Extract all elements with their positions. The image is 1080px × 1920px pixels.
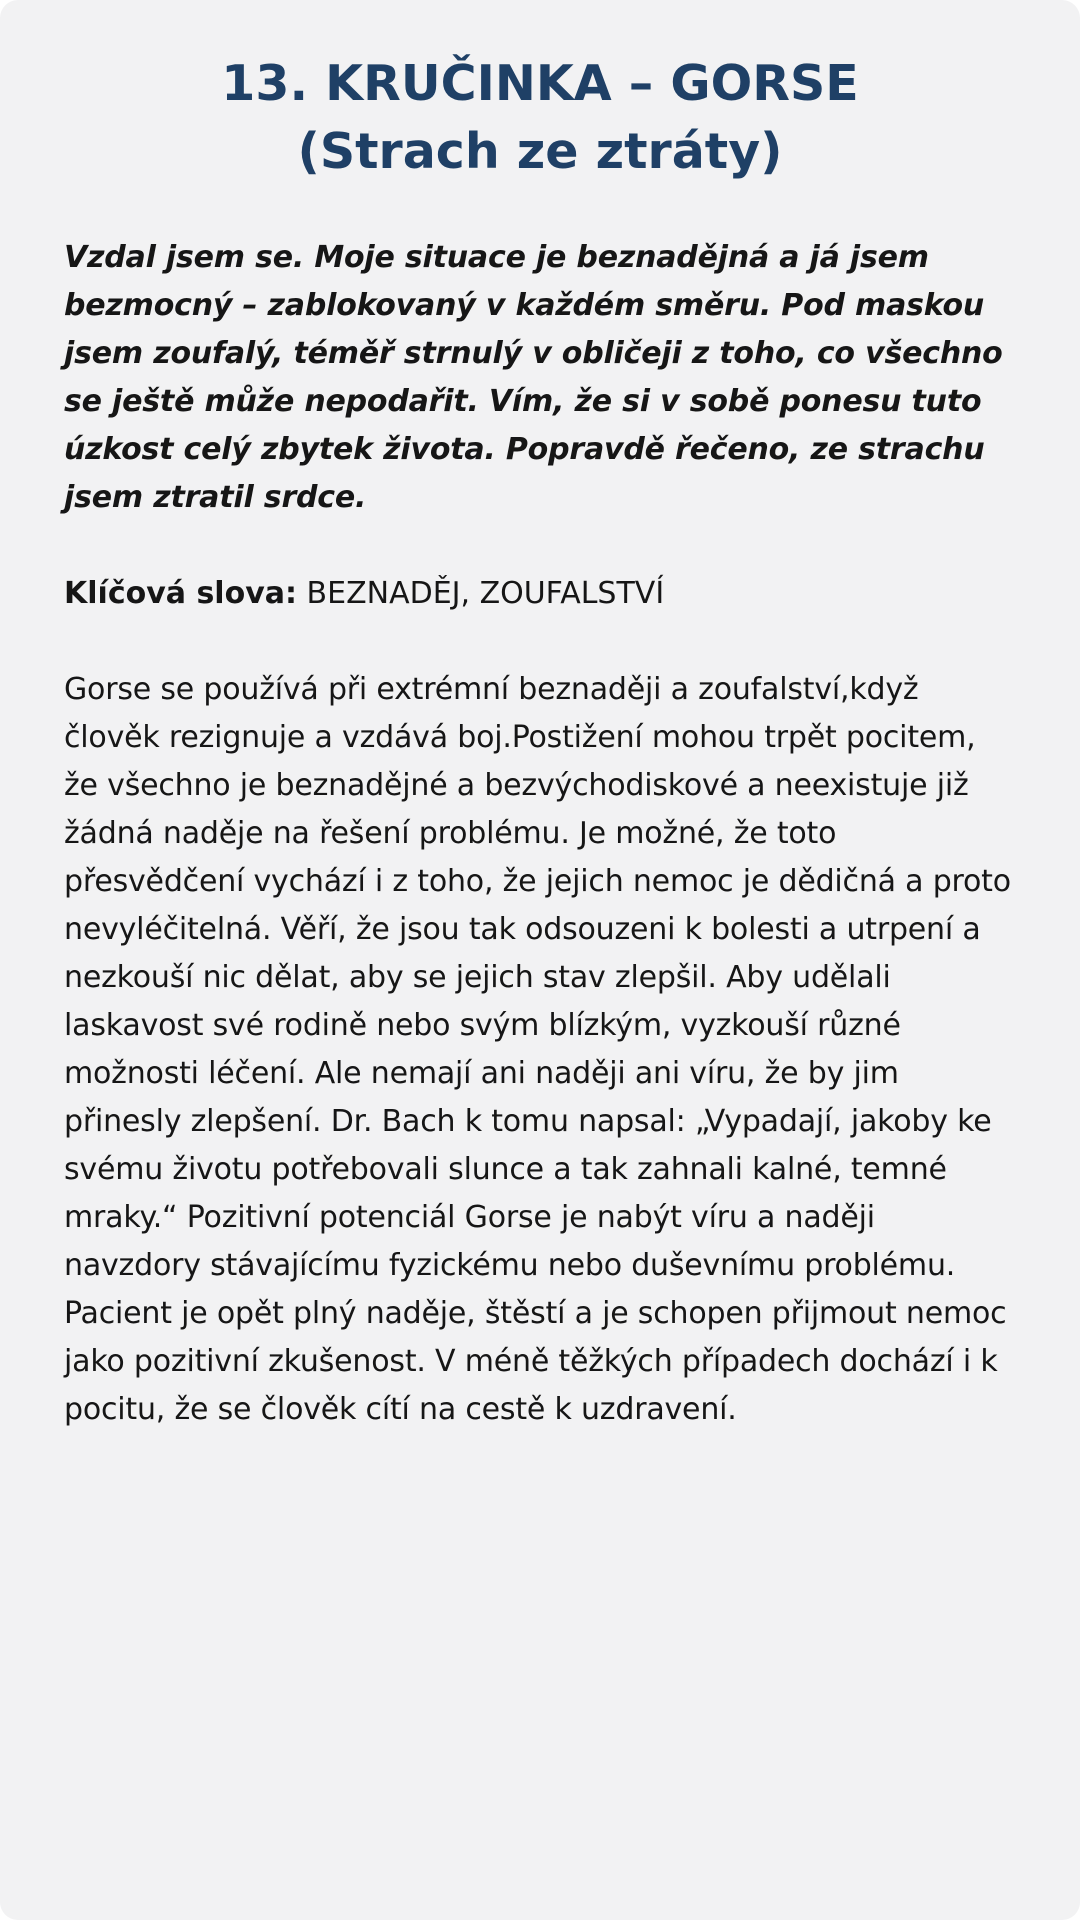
quote-paragraph: Vzdal jsem se. Moje situace je beznadějná a já jsem bezmocný – zablokovaný v každém směru. Pod maskou jsem zoufalý, téměř strnulý v obličeji z toho, co všechno se ještě může nepodařit. Vím, že si v sobě ponesu tuto úzkost celý zbytek života. Popravdě řečeno, ze strachu jsem ztratil srdce. [64, 240, 1003, 515]
description-paragraph: Gorse se používá při extrémní beznaději a zoufalství,když člověk rezignuje a vzdává boj.Postižení mohou trpět pocitem, že všechno je beznadějné a bezvýchodiskové a neexistuje již žádná naděje na řešení problému. Je možné, že toto přesvědčení vychází i z toho, že jejich nemoc je dědičná a proto nevyléčitelná. Věří, že jsou tak odsouzeni k bolesti a utrpení a nezkouší nic dělat, aby se jejich stav zlepšil. Aby udělali laskavost své rodině nebo svým blízkým, vyzkouší různé možnosti léčení. Ale nemají ani naději ani víru, že by jim přinesly zlepšení. Dr. Bach k tomu napsal: „Vypadají, jakoby ke svému životu potřebovali slunce a tak zahnali kalné, temné mraky.“ Pozitivní potenciál Gorse je nabýt víru a naději navzdory stávajícímu fyzickému nebo duševnímu problému. Pacient je opět plný naděje, štěstí a je schopen přijmout nemoc jako pozitivní zkušenost. V méně těžkých případech dochází i k pocitu, že se člověk cítí na cestě k uzdravení. [64, 672, 1011, 1427]
title-line-1: 13. KRUČINKA – GORSE [221, 55, 859, 112]
keywords-value: BEZNADĚJ, ZOUFALSTVÍ [297, 576, 665, 611]
page-title [64, 50, 1016, 186]
keywords-label: Klíčová slova: [64, 576, 297, 611]
title-line-2: (Strach ze ztráty) [297, 123, 783, 180]
keywords-line [64, 570, 1016, 618]
